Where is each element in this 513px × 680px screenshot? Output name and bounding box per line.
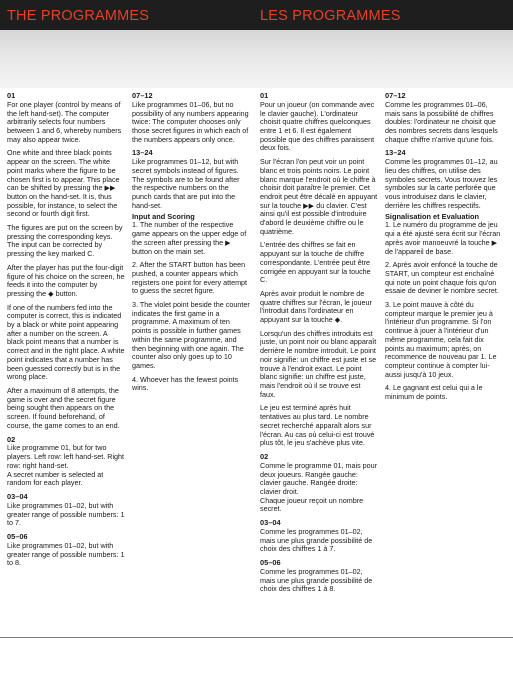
header-bar	[0, 0, 513, 30]
title-french: LES PROGRAMMES	[260, 8, 401, 24]
text-05-06-fr: Comme les programmes 01–02, mais une plus grande possibilité de choix des chiffres 1 à 8.	[260, 566, 373, 594]
text-03-04-fr: Comme les programmes 01–02, mais une plus grande possibilité de choix des chiffres 1 à 7.	[260, 526, 373, 554]
text-01-points: One white and three black points appear on the screen. The white point marks where the figure to be chosen first is to appear. This place can be shifted by pressing the ▶▶ button on the hand-set. It is, thus possible, for instance, to select the second or fourth digit first.	[7, 148, 120, 219]
evaluation-step-3: 3. Le point mauve à côté du compteur marque le premier jeu à l'intérieur d'un programme. Si l'on continue à jouer à l'intérieur d'un même programme, cela fait dix points au maximum; après, on recommence de nouveau par 1. Le compteur continue à compter lui-aussi jusqu'à 10 jeux.	[385, 300, 497, 379]
english-column-1	[7, 92, 125, 573]
heading-programme-03-04-fr: 03–04	[260, 518, 281, 528]
text-05-06: Like programmes 01–02, but with greater range of possible numbers: 1 to 8.	[7, 540, 125, 568]
scoring-step-1: 1. The number of the respective game appears on the upper edge of the screen after pressing the ▶ button on the main set.	[132, 220, 247, 256]
text-01-end: After a maximum of 8 attempts, the game is over and the secret figure being sought then appears on the screen. If found beforehand, of course, the game comes to an end.	[7, 386, 120, 430]
english-column-2	[132, 92, 250, 398]
text-01-feedback: If one of the numbers fed into the computer is correct, this is indicated by a black or white point appearing after a number on the screen. A black point means that a number is correct and in the right place. A white point indicates that a number has been guessed correctly but is in the wrong place.	[7, 302, 125, 382]
heading-input-scoring: Input and Scoring	[132, 211, 195, 221]
heading-programme-01: 01	[7, 91, 16, 100]
text-02-a: Like programme 01, but for two players. Left row: left hand-set. Right row: right hand-set.	[7, 443, 125, 470]
text-01-end-fr: Le jeu est terminé après huit tentatives au plus tard. Le nombre secret recherché apparaît alors sur l'écran. Au cas où celui-ci est trouvé plus tôt, le jeu s'achève plus vite.	[260, 403, 375, 448]
text-02-a-fr: Comme le programme 01, mais pour deux joueurs. Rangée gauche: clavier gauche. Rangée droite: clavier droit.	[260, 460, 378, 496]
text-01-input: The figures are put on the screen by pressing the corresponding keys. The input can be corrected by pressing the key marked C.	[7, 223, 123, 259]
text-02-b: A secret number is selected at random for each player.	[7, 469, 104, 488]
title-english: THE PROGRAMMES	[7, 8, 150, 24]
french-column-1	[260, 92, 378, 599]
text-01-input-fr: L'entrée des chiffres se fait en appuyant sur la touche de chiffre correspondante. L'entrée peut être corrigée en appuyant sur la touche C.	[260, 240, 371, 285]
text-13-24-fr: Comme les programmes 01–12, au lieu des chiffres, on utilise des symboles secrets. Vous trouvez les symboles sur la carte perforée que vous introduisez dans le clavier, derrière les chiffres respectifs.	[385, 157, 498, 210]
heading-programme-13-24: 13–24	[132, 148, 153, 158]
text-03-04: Like programmes 01–02, but with greater range of possible numbers: 1 to 7.	[7, 500, 125, 528]
evaluation-step-4: 4. Le gagnant est celui qui a le minimum de points.	[385, 383, 483, 402]
text-02-b-fr: Chaque joueur reçoit un nombre secret.	[260, 495, 364, 514]
text-01-feed: After the player has put the four-digit figure of his choice on the screen, he feeds it into the computer by pressing the ◆ button.	[7, 262, 125, 298]
heading-programme-07-12: 07–12	[132, 91, 153, 100]
heading-programme-03-04: 03–04	[7, 491, 28, 501]
evaluation-step-1: 1. Le numéro du programme de jeu qui a été ajusté sera écrit sur l'écran après avoir manoeuvré la touche ▶ de l'appareil de base.	[385, 220, 501, 256]
text-01-points-fr: Sur l'écran l'on peut voir un point blanc et trois points noirs. Le point blanc marque l'endroit où le chiffre à choisir doit paraître le premier. Cet endroit peut être décalé en appuyant sur la touche ▶▶ du clavier. C'est ainsi qu'il est possible d'introduire d'abord le deuxième chiffre ou le quatrième.	[260, 157, 378, 236]
text-07-12-fr: Comme les programmes 01–06, mais sans la possibilité de chiffres doubles: l'ordinateur ne choisit que des nombres secrets dans lesquels chaque chiffre n'arrive qu'une fois.	[385, 99, 498, 144]
heading-programme-05-06-fr: 05–06	[260, 558, 281, 568]
scoring-step-2: 2. After the START button has been pushed, a counter appears which registers one point for every attempt to guess the secret figure.	[132, 260, 248, 296]
heading-signalisation: Signalisation et Evaluation	[385, 211, 480, 221]
heading-programme-05-06: 05–06	[7, 531, 28, 541]
french-column-2	[385, 92, 503, 407]
header-gradient-band	[0, 30, 513, 88]
text-13-24: Like programmes 01–12, but with secret symbols instead of figures. The symbols are to be found after the respective numbers on the punch cards that are put into the hand-set.	[132, 157, 240, 210]
text-01-feed-fr: Après avoir produit le nombre de quatre chiffres sur l'écran, le joueur l'introduit dans l'ordinateur en appuyant sur la touche ◆.	[260, 288, 372, 325]
scoring-step-4: 4. Whoever has the fewest points wins.	[132, 374, 239, 393]
scoring-step-3: 3. The violet point beside the counter indicates the first game in a programme. A maximum of ten points is possible in further games within the same programme, and then beginning with one again. The counter also only goes up to 10 games.	[132, 300, 250, 370]
heading-programme-13-24-fr: 13–24	[385, 148, 406, 158]
evaluation-step-2: 2. Après avoir enfoncé la touche de START, un compteur est enchaîné qui note un point chaque fois qu'on essaie de deviner le nombre secret.	[385, 260, 499, 296]
text-01-intro-fr: Pour un joueur (on commande avec le clavier gauche). L'ordinateur choisit quatre chiffres quelconques entre 1 et 6. Il est également possible que des chiffres paraissent deux fois.	[260, 99, 375, 153]
text-07-12: Like programmes 01–06, but no possibility of any numbers appearing twice: The computer chooses only those secret figures in which each of the numbers appears only once.	[132, 99, 249, 144]
footer-divider	[0, 637, 513, 638]
heading-programme-02: 02	[7, 434, 16, 444]
heading-programme-01-fr: 01	[260, 91, 269, 100]
text-01-intro: For one player (control by means of the left hand-set). The computer arbitrarily selects four numbers between 1 and 6, whereby numbers may also appear twice.	[7, 99, 122, 144]
text-01-feedback-fr: Lorsqu'un des chiffres introduits est juste, un point noir ou blanc apparaît derrière le nombre introduit. Le point noir signifie: un chiffre est juste et se trouve à l'endroit exact. Le point blanc signifie: un chiffre est juste, mais l'endroit où il se trouve est faux.	[260, 328, 377, 399]
heading-programme-02-fr: 02	[260, 451, 269, 461]
heading-programme-07-12-fr: 07–12	[385, 91, 406, 100]
